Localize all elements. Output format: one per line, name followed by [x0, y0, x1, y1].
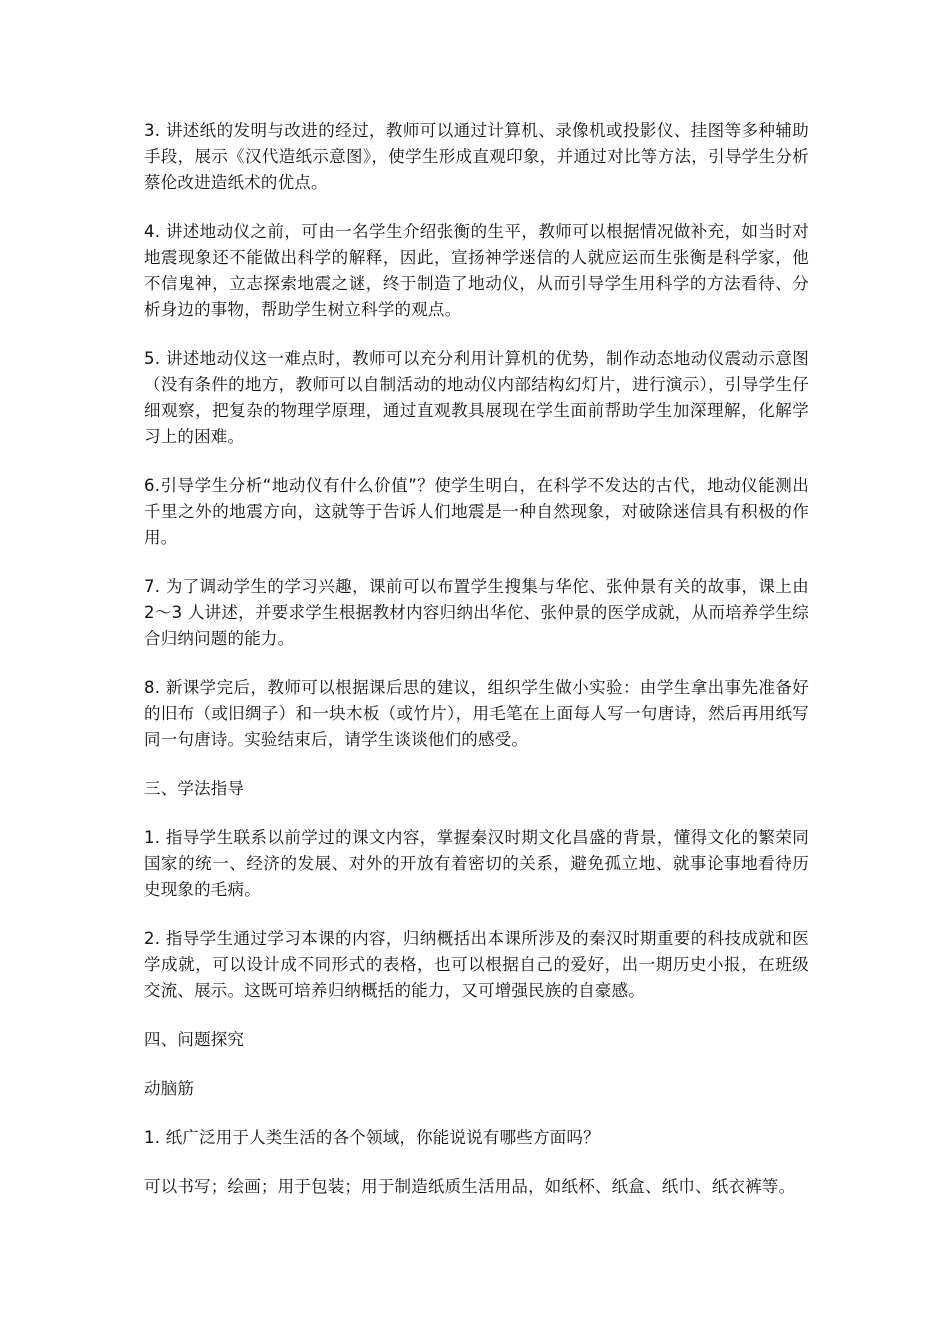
paragraph-item-3: 3. 讲述纸的发明与改进的经过，教师可以通过计算机、录像机或投影仪、挂图等多种辅助手段，展示《汉代造纸示意图》，使学生形成直观印象，并通过对比等方法，引导学生分析蔡伦改进造纸术的优点。	[144, 121, 809, 192]
paragraph-item-8: 8. 新课学完后，教师可以根据课后思的建议，组织学生做小实验：由学生拿出事先准备好的旧布（或旧绸子）和一块木板（或竹片），用毛笔在上面每人写一句唐诗，然后再用纸写同一句唐诗。实验结束后，请学生谈谈他们的感受。	[144, 678, 809, 749]
answer-paragraph: 可以书写；绘画；用于包装；用于制造纸质生活用品，如纸杯、纸盒、纸巾、纸衣裤等。	[144, 1177, 796, 1196]
document-body	[144, 118, 809, 1223]
paragraph-item-5: 5. 讲述地动仪这一难点时，教师可以充分利用计算机的优势，制作动态地动仪震动示意图（没有条件的地方，教师可以自制活动的地动仪内部结构幻灯片，进行演示），引导学生仔细观察，把复杂的物理学原理，通过直观教具展现在学生面前帮助学生加深理解，化解学习上的困难。	[144, 349, 809, 446]
subheading-brainstorm: 动脑筋	[144, 1079, 195, 1098]
paragraph-item-4: 4. 讲述地动仪之前，可由一名学生介绍张衡的生平，教师可以根据情况做补充，如当时对地震现象还不能做出科学的解释，因此，宣扬神学迷信的人就应运而生张衡是科学家，他不信鬼神，立志探索地震之谜，终于制造了地动仪，从而引导学生用科学的方法看待、分析身边的事物，帮助学生树立科学的观点。	[144, 222, 809, 319]
paragraph-item-6: 6.引导学生分析“地动仪有什么价值”？使学生明白，在科学不发达的古代，地动仪能测出千里之外的地震方向，这就等于告诉人们地震是一种自然现象，对破除迷信具有积极的作用。	[144, 476, 809, 547]
paragraph-guidance-1: 1. 指导学生联系以前学过的课文内容，掌握秦汉时期文化昌盛的背景，懂得文化的繁荣同国家的统一、经济的发展、对外的开放有着密切的关系，避免孤立地、就事论事地看待历史现象的毛病。	[144, 828, 809, 899]
paragraph-item-7: 7. 为了调动学生的学习兴趣，课前可以布置学生搜集与华佗、张仲景有关的故事，课上由 2～3 人讲述，并要求学生根据教材内容归纳出华佗、张仲景的医学成就，从而培养学生综合归纳问题的能力。	[144, 577, 809, 648]
section-heading-problem-inquiry: 四、问题探究	[144, 1030, 245, 1049]
question-paragraph: 1. 纸广泛用于人类生活的各个领域，你能说说有哪些方面吗？	[144, 1128, 600, 1147]
paragraph-guidance-2: 2. 指导学生通过学习本课的内容，归纳概括出本课所涉及的秦汉时期重要的科技成就和医学成就，可以设计成不同形式的表格，也可以根据自己的爱好，出一期历史小报，在班级交流、展示。这既可培养归纳概括的能力，又可增强民族的自豪感。	[144, 929, 809, 1000]
section-heading-study-guidance: 三、学法指导	[144, 779, 245, 798]
